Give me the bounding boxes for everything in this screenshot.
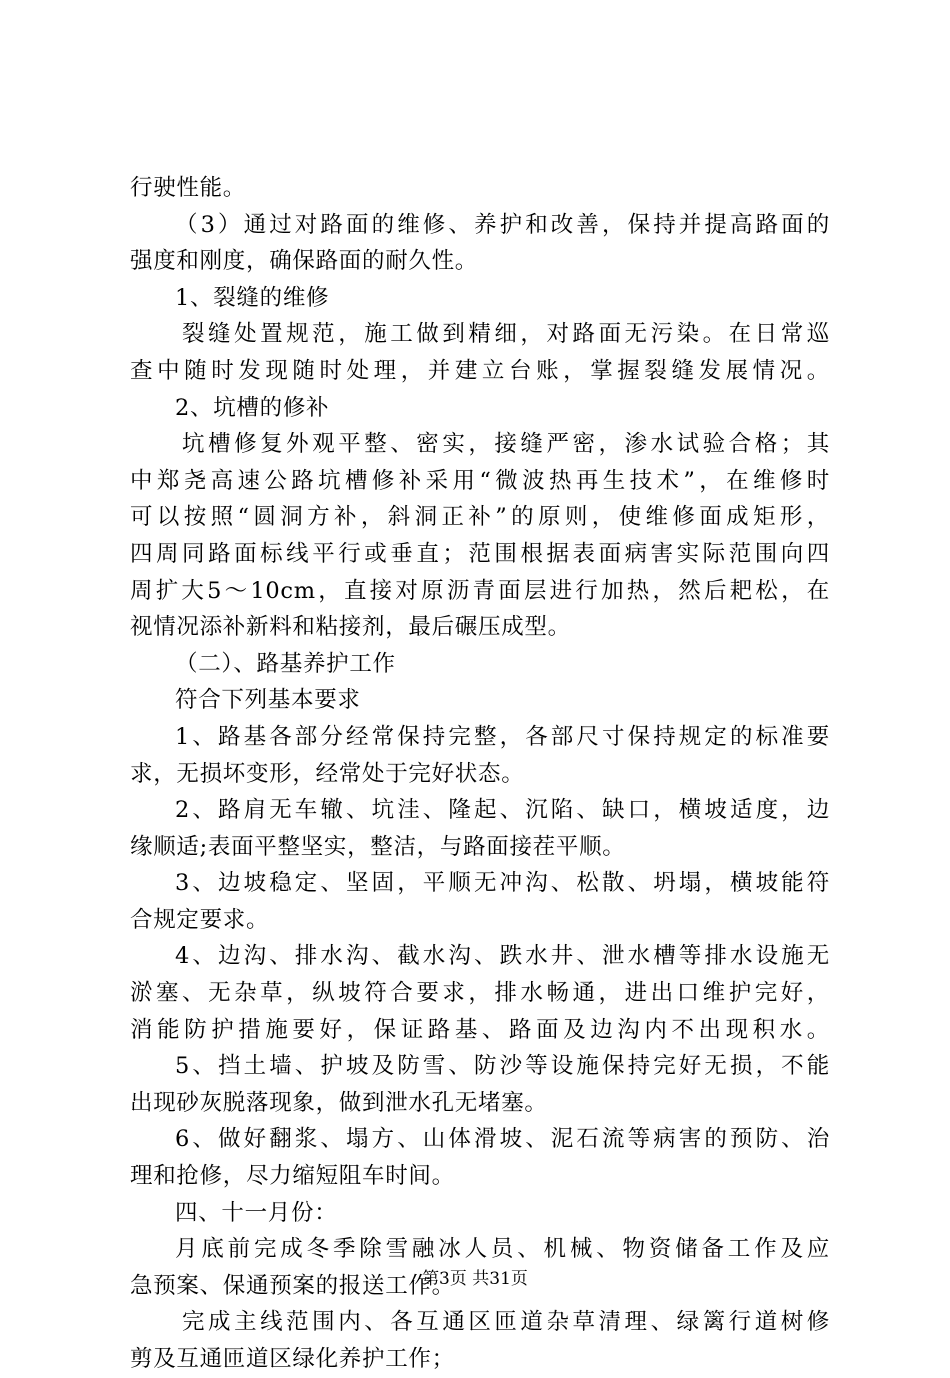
text-line: 周扩大5～10cm，直接对原沥青面层进行加热，然后耙松，在: [130, 577, 830, 604]
text-line: 视情况添补新料和粘接剂，最后碾压成型。: [130, 614, 571, 641]
text-line: 查中随时发现随时处理，并建立台账，掌握裂缝发展情况。: [130, 357, 830, 384]
text-line: 坑槽修复外观平整、密实，接缝严密，渗水试验合格；其: [182, 431, 830, 458]
text-line: 缘顺适;表面平整坚实，整洁，与路面接茬平顺。: [130, 833, 626, 860]
page-number-footer: 第3页 共31页: [422, 1269, 528, 1289]
text-line: 四周同路面标线平行或垂直；范围根据表面病害实际范围向四: [130, 540, 830, 567]
text-line: 2、坑槽的修补: [175, 394, 330, 421]
text-line: 合规定要求。: [130, 906, 270, 933]
document-body: [130, 170, 830, 1378]
text-line: 中郑尧高速公路坑槽修补采用“微波热再生技术”，在维修时: [130, 467, 830, 494]
text-line: 5、挡土墙、护坡及防雪、防沙等设施保持完好无损，不能: [175, 1053, 830, 1080]
text-line: 行驶性能。: [130, 175, 247, 201]
text-line: 急预案、保通预案的报送工作。: [130, 1272, 455, 1299]
text-line: 裂缝处置规范，施工做到精细，对路面无污染。在日常巡: [182, 321, 830, 348]
text-line: 强度和刚度，确保路面的耐久性。: [130, 248, 479, 275]
text-line: 月底前完成冬季除雪融冰人员、机械、物资储备工作及应: [175, 1236, 830, 1263]
text-line: 1、路基各部分经常保持完整，各部尺寸保持规定的标准要: [175, 723, 830, 750]
text-line: （3）通过对路面的维修、养护和改善，保持并提高路面的: [175, 211, 830, 238]
text-line: 4、边沟、排水沟、截水沟、跌水井、泄水槽等排水设施无: [175, 943, 830, 970]
text-line: 出现砂灰脱落现象，做到泄水孔无堵塞。: [130, 1089, 548, 1116]
text-line: 求，无损坏变形，经常处于完好状态。: [130, 760, 525, 787]
text-line: 剪及互通匝道区绿化养护工作；: [130, 1346, 455, 1372]
section-heading: 四、十一月份：: [175, 1199, 338, 1226]
text-line: 2、路肩无车辙、坑洼、隆起、沉陷、缺口，横坡适度，边: [175, 797, 830, 824]
text-line: 6、做好翻浆、塌方、山体滑坡、泥石流等病害的预防、治: [175, 1126, 830, 1153]
text-line: 理和抢修，尽力缩短阻车时间。: [130, 1163, 455, 1190]
text-line: 符合下列基本要求: [175, 687, 361, 714]
text-line: 3、边坡稳定、坚固，平顺无冲沟、松散、坍塌，横坡能符: [175, 870, 830, 897]
text-line: 1、裂缝的维修: [175, 284, 330, 311]
section-heading: （二）、路基养护工作: [175, 650, 396, 677]
text-line: 可以按照“圆洞方补，斜洞正补”的原则，使维修面成矩形，: [130, 504, 830, 531]
text-line: 消能防护措施要好，保证路基、路面及边沟内不出现积水。: [130, 1016, 830, 1043]
text-line: 淤塞、无杂草，纵坡符合要求，排水畅通，进出口维护完好，: [130, 980, 830, 1007]
text-line: 完成主线范围内、各互通区匝道杂草清理、绿篱行道树修: [182, 1309, 830, 1336]
